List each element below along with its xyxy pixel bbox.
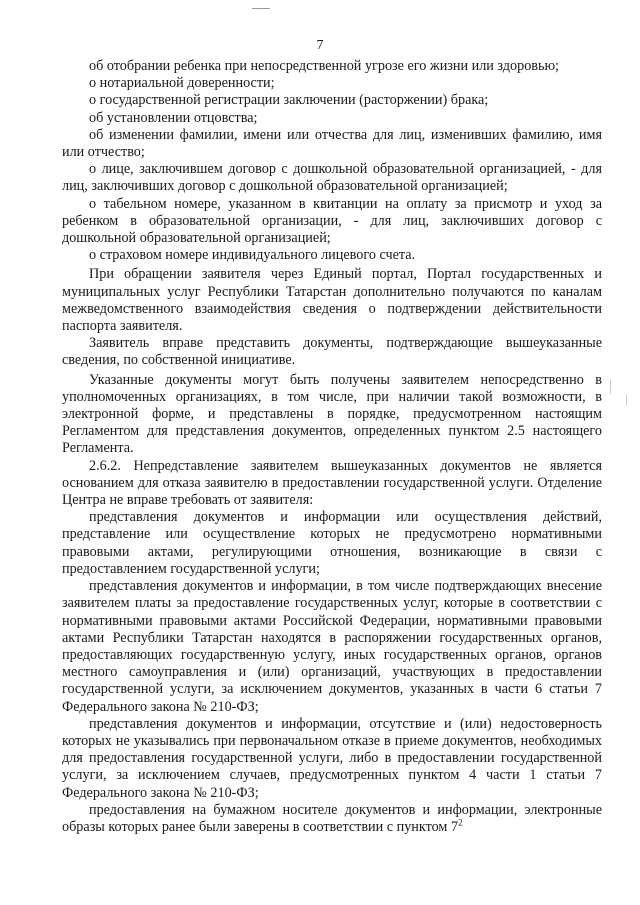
- paragraph: Указанные документы могут быть получены заявителем непосредственно в уполномоченных организациях, в том числе, при наличии такой возможности, в электронной форме, и представлены в порядке, предусмотренном настоящим Регламентом для представления документов, определенных пунктом 2.5 настоящего Регламента.: [62, 371, 602, 457]
- paragraph: о нотариальной доверенности;: [89, 75, 275, 92]
- scan-artifact: [610, 380, 611, 394]
- paragraph: об изменении фамилии, имени или отчества для лиц, изменивших фамилию, имя или отчество;: [62, 126, 602, 161]
- paragraph-last-text: предоставления на бумажном носителе документов и информации, электронные образы которых ранее были заверены в соответствии с пунктом 7: [62, 801, 602, 835]
- paragraph: о государственной регистрации заключении (расторжении) брака;: [89, 92, 489, 109]
- paragraph: о страховом номере индивидуального лицевого счета.: [89, 247, 416, 264]
- paragraph: Заявитель вправе представить документы, подтверждающие вышеуказанные сведения, по собственной инициативе.: [62, 335, 602, 369]
- paragraph: представления документов и информации, отсутствие и (или) недостоверность которых не указывались при первоначальном отказе в приеме документов, необходимых для предоставления государственной услуги, либо в предоставлении государственной услуги, за исключением случаев, предусмотренных пунктом 4 части 1 статьи 7 Федерального закона № 210-ФЗ;: [62, 715, 602, 801]
- document-body: [62, 58, 602, 836]
- paragraph: представления документов и информации или осуществления действий, представление или осуществление которых не предусмотрено нормативными правовыми актами, регулирующими отношения, возникающие в связи с предоставлением государственной услуги;: [62, 509, 602, 577]
- paragraph: о лице, заключившем договор с дошкольной образовательной организацией, - для лиц, заключивших договор с дошкольной образовательной организацией;: [62, 161, 602, 195]
- paragraph: При обращении заявителя через Единый портал, Портал государственных и муниципальных услуг Республики Татарстан дополнительно получаются по каналам межведомственного взаимодействия сведения о подтверждении действительности паспорта заявителя.: [62, 266, 602, 335]
- paragraph-last: [62, 802, 602, 836]
- paragraph: об отобрании ребенка при непосредственной угрозе его жизни или здоровью;: [89, 58, 559, 74]
- paragraph: представления документов и информации, в том числе подтверждающих внесение заявителем платы за предоставление государственных услуг, которые в соответствии с нормативными правовыми актами Российской Федерации, нормативными правовыми актами Республики Татарстан находятся в распоряжении государственных органов, предоставляющих государственную услугу, иных государственных органов, органов местного самоуправления и (или) организаций, участвующих в предоставлении государственной услуги, за исключением документов, указанных в части 6 статьи 7 Федерального закона № 210-ФЗ;: [62, 578, 602, 715]
- paragraph: об установлении отцовства;: [89, 109, 258, 126]
- scan-artifact: [626, 395, 627, 405]
- scan-artifact: [252, 8, 270, 9]
- paragraph: 2.6.2. Непредставление заявителем вышеуказанных документов не является основанием для отказа заявителю в предоставлении государственной услуги. Отделение Центра не вправе требовать от заявителя:: [62, 457, 602, 509]
- superscript: 2: [458, 817, 463, 828]
- paragraph: о табельном номере, указанном в квитанции на оплату за присмотр и уход за ребенком в образовательной организации, - для лиц, заключивших договор с дошкольной образовательной организацией;: [62, 195, 602, 247]
- page-number: 7: [316, 38, 324, 53]
